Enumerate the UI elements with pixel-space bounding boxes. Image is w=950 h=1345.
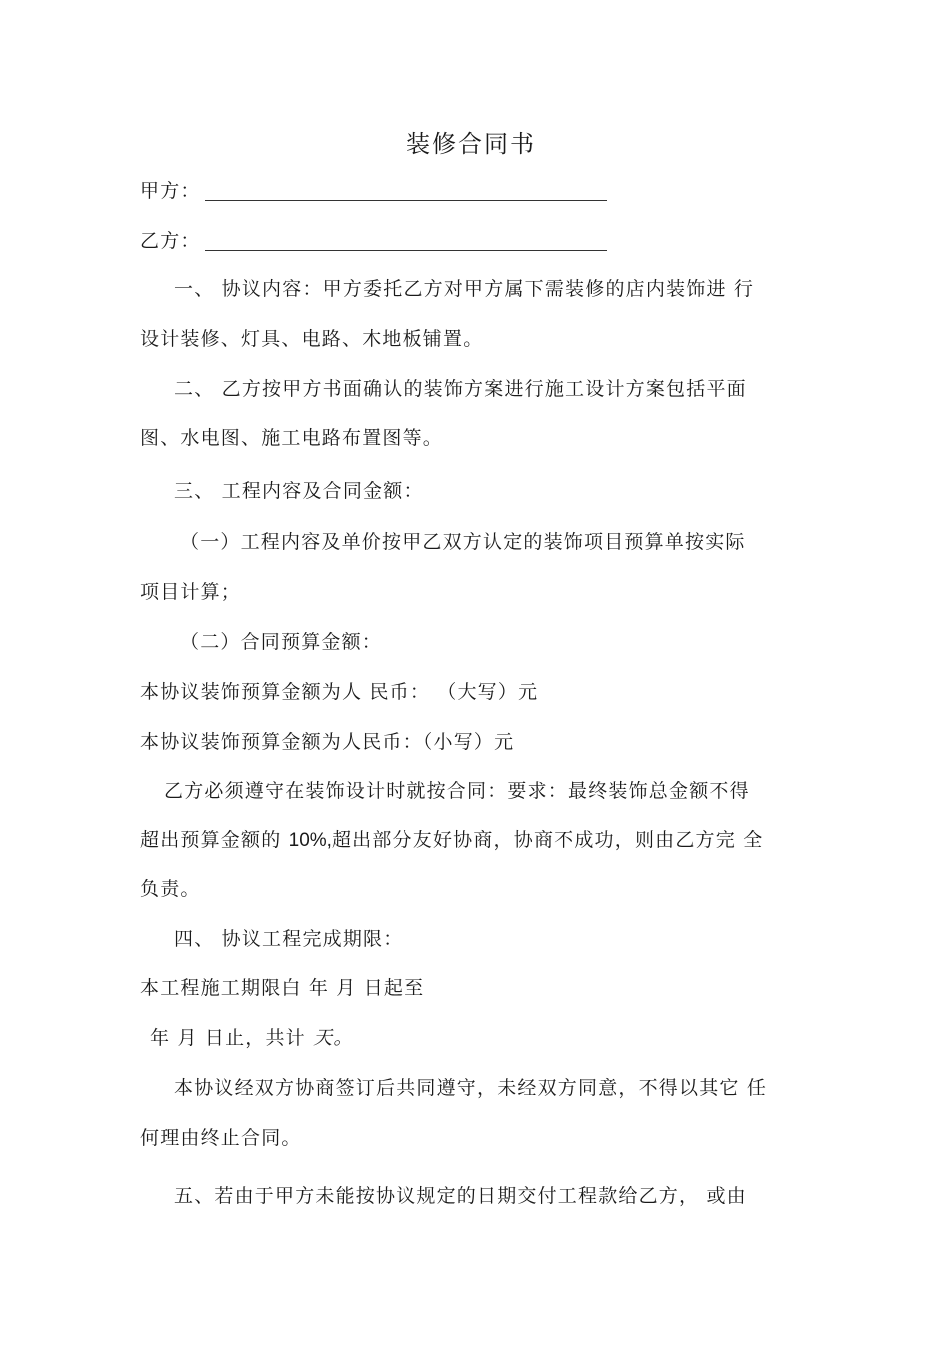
budget-amount-lower: 本协议装饰预算金额为人民币：（小写）元 xyxy=(140,731,515,753)
budget-cap-pre: 超出预算金额的 xyxy=(140,829,289,851)
party-a-label: 甲方： xyxy=(140,180,201,202)
article-2-line-2: 图、水电图、施工电路布置图等。 xyxy=(140,427,444,449)
period-line-2-days: 天。 xyxy=(313,1027,354,1049)
budget-cap-percent: 10%, xyxy=(288,830,332,851)
party-b-line xyxy=(140,228,607,254)
budget-cap-line-1: 乙方必须遵守在装饰设计时就按合同：要求：最终装饰总金额不得 xyxy=(164,780,750,802)
period-line-2-pre: 年 月 日止，共计 xyxy=(150,1027,314,1049)
article-5-line-1: 五、若由于甲方未能按协议规定的日期交付工程款给乙方， 或由 xyxy=(174,1185,747,1207)
party-a-line xyxy=(140,178,607,204)
period-line-2 xyxy=(150,1025,354,1051)
document-title: 装修合同书 xyxy=(406,130,536,158)
period-line-1: 本工程施工期限白 年 月 日起至 xyxy=(140,977,425,999)
article-3-sub-1-line-1: （一）工程内容及单价按甲乙双方认定的装饰项目预算单按实际 xyxy=(180,531,746,553)
article-3-sub-2-heading: （二）合同预算金额： xyxy=(180,631,383,653)
article-3-heading: 三、 工程内容及合同金额： xyxy=(174,480,424,502)
termination-line-1: 本协议经双方协商签订后共同遵守，未经双方同意，不得以其它 任 xyxy=(174,1077,768,1099)
budget-cap-post: 超出部分友好协商，协商不成功，则由乙方完 全 xyxy=(331,829,764,851)
party-b-label: 乙方： xyxy=(140,230,201,252)
termination-line-2: 何理由终止合同。 xyxy=(140,1127,302,1149)
article-2-line-1: 二、 乙方按甲方书面确认的装饰方案进行施工设计方案包括平面 xyxy=(174,378,747,400)
party-b-blank xyxy=(205,250,607,251)
article-3-sub-1-line-2: 项目计算； xyxy=(140,581,242,603)
budget-amount-upper: 本协议装饰预算金额为人 民币： （大写）元 xyxy=(140,681,539,703)
article-1-line-1: 一、 协议内容：甲方委托乙方对甲方属下需装修的店内装饰进 行 xyxy=(174,278,755,300)
budget-cap-line-2 xyxy=(140,827,763,854)
article-1-line-2: 设计装修、灯具、电路、木地板铺置。 xyxy=(140,328,484,350)
article-4-heading: 四、 协议工程完成期限： xyxy=(174,928,404,950)
budget-cap-line-3: 负责。 xyxy=(140,878,201,900)
party-a-blank xyxy=(205,200,607,201)
